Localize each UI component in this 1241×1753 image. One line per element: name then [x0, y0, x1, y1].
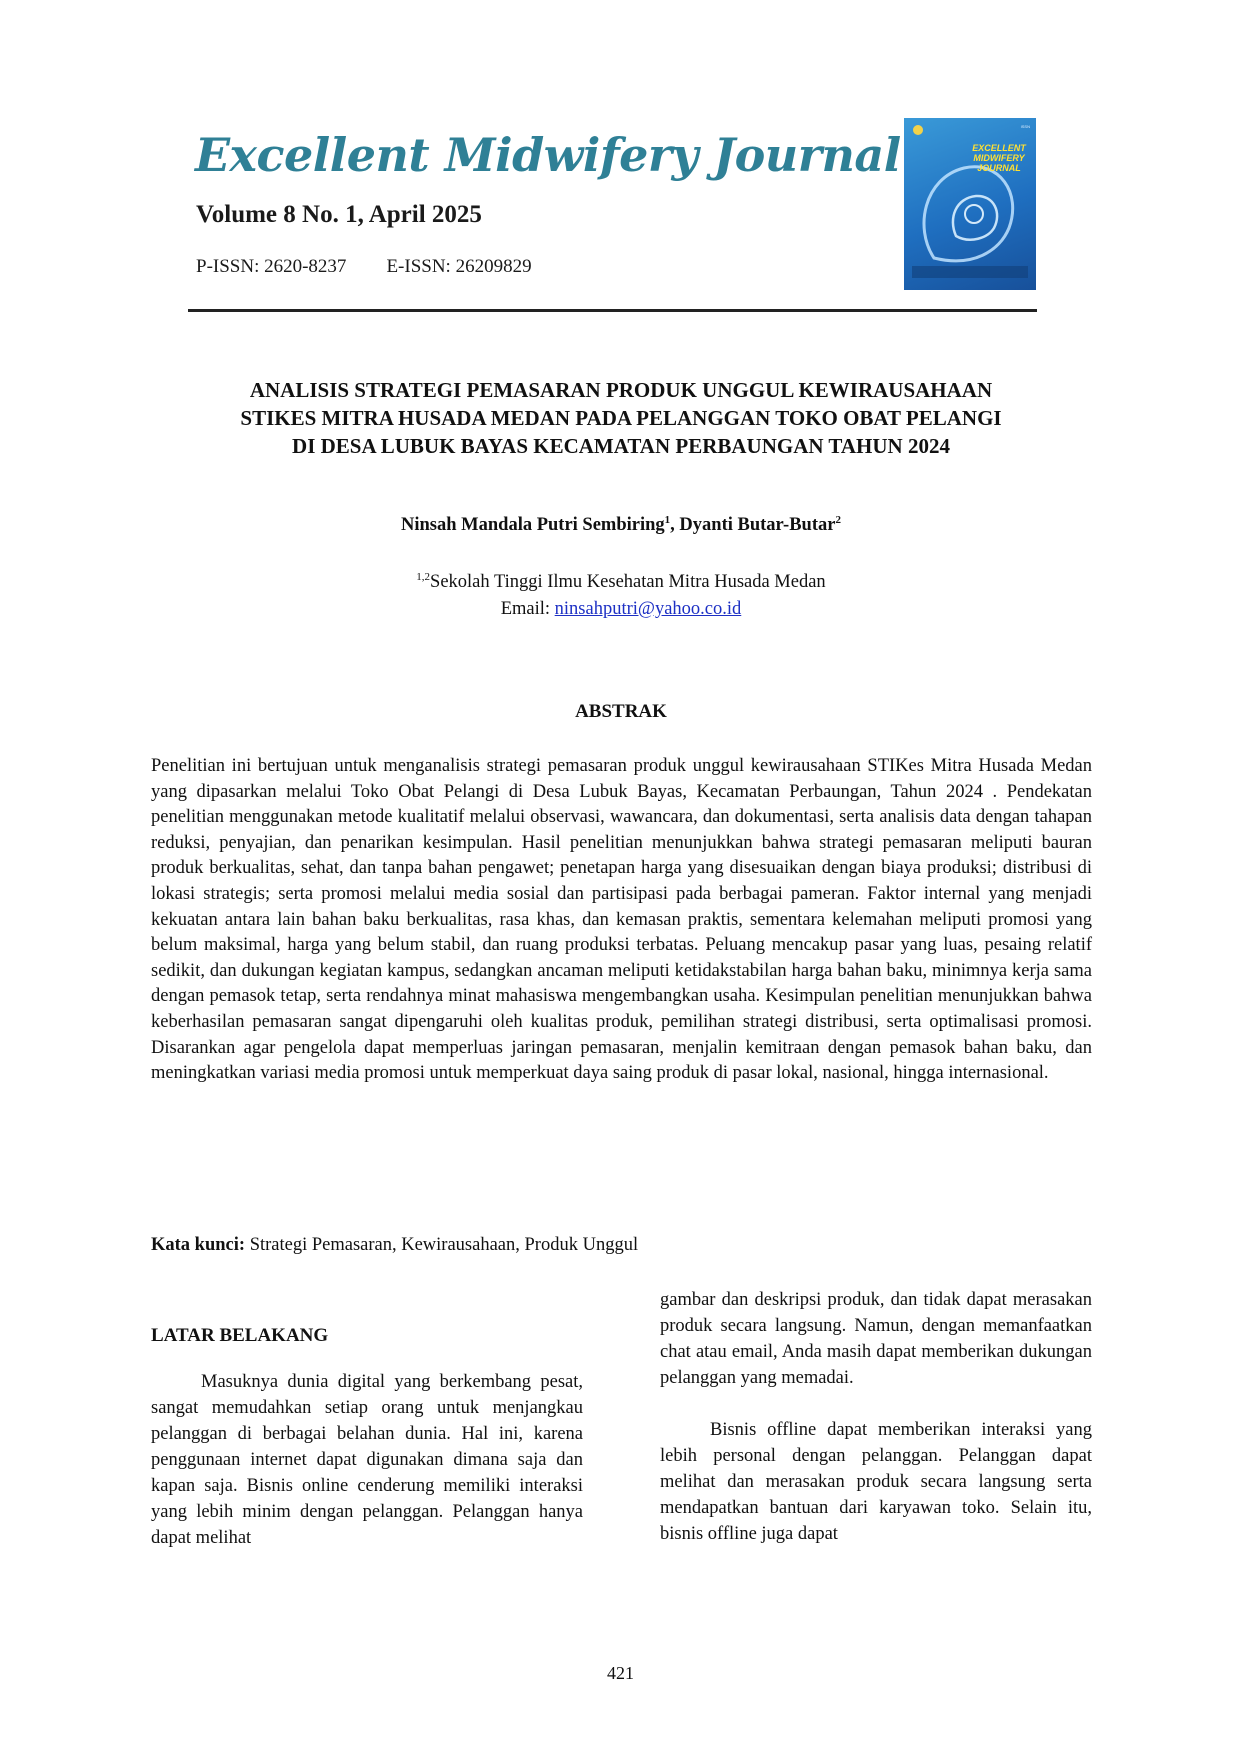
paper-title-line: DI DESA LUBUK BAYAS KECAMATAN PERBAUNGAN TAHUN 2024 [292, 434, 950, 458]
journal-cover-image [904, 118, 1036, 290]
e-issn: E-ISSN: 26209829 [386, 256, 532, 277]
paper-title-line: STIKES MITRA HUSADA MEDAN PADA PELANGGAN TOKO OBAT PELANGI [240, 406, 1002, 430]
journal-title: Excellent Midwifery Journal [195, 128, 901, 182]
body-paragraph: gambar dan deskripsi produk, dan tidak dapat merasakan produk secara langsung. Namun, dengan memanfaatkan chat atau email, Anda masih dapat memberikan dukungan pelanggan yang memadai. [660, 1290, 1092, 1388]
masthead-divider [188, 309, 1037, 312]
author-separator: , [670, 515, 680, 535]
author-name: Dyanti Butar-Butar [679, 515, 836, 535]
body-paragraph: Masuknya dunia digital yang berkembang pesat, sangat memudahkan setiap orang untuk menjangkau pelanggan di berbagai belahan dunia. Hal ini, karena penggunaan internet dapat digunakan dimana saja dan kapan saja. Bisnis online cenderung memiliki interaksi yang lebih minim dengan pelanggan. Pelanggan hanya dapat melihat [151, 1372, 583, 1548]
cover-issn-mark: ISSN [1020, 124, 1030, 129]
author-affiliation-marker: 2 [835, 514, 841, 526]
affiliation-block [140, 569, 1102, 623]
body-column-left [151, 1325, 583, 1551]
keywords [151, 1235, 1092, 1256]
keywords-list: Strategi Pemasaran, Kewirausahaan, Produk Unggul [245, 1235, 639, 1255]
page-number: 421 [607, 1663, 634, 1683]
affiliation-name: Sekolah Tinggi Ilmu Kesehatan Mitra Husada Medan [430, 572, 826, 592]
paper-title-line: ANALISIS STRATEGI PEMASARAN PRODUK UNGGUL KEWIRAUSAHAAN [249, 378, 993, 402]
email-line [140, 596, 1102, 623]
affiliation [140, 569, 1102, 596]
abstract-heading: ABSTRAK [575, 701, 667, 722]
email-label: Email: [500, 599, 555, 619]
abstract-body: Penelitian ini bertujuan untuk menganalisis strategi pemasaran produk unggul kewirausahaan STIKes Mitra Husada Medan yang dipasarkan melalui Toko Obat Pelangi di Desa Lubuk Bayas, Kecamatan Perbaungan, Tahun 2024 . Pendekatan penelitian menggunakan metode kualitatif melalui observasi, wawancara, dan dokumentasi, serta analisis data dengan tahapan reduksi, penyajian, dan penarikan kesimpulan. Hasil penelitian menunjukkan bahwa strategi pemasaran meliputi bauran produk berkualitas, sehat, dan tanpa bahan pengawet; penetapan harga yang disesuaikan dengan biaya produksi; distribusi di lokasi strategis; serta promosi melalui media sosial dan partisipasi pada berbagai pameran. Faktor internal yang menjadi kekuatan antara lain bahan baku berkualitas, rasa khas, dan kemasan praktis, sementara kelemahan meliputi promosi yang belum maksimal, harga yang belum stabil, dan ruang produksi terbatas. Peluang mencakup pasar yang luas, pesaing relatif sedikit, dan dukungan kegiatan kampus, sedangkan ancaman meliputi ketidakstabilan harga bahan baku, minimnya kerja sama dengan pemasok tetap, serta rendahnya minat mahasiswa mengembangkan usaha. Kesimpulan penelitian menunjukkan bahwa keberhasilan pemasaran sangat dipengaruhi oleh kualitas produk, pemilihan strategi distribusi, serta optimalisasi promosi. Disarankan agar pengelola dapat memperluas jaringan pemasaran, menjalin kemitraan dengan pemasok bahan baku, dan meningkatkan variasi media promosi untuk memperkuat daya saing produk di pasar lokal, nasional, hingga internasional. [151, 756, 1092, 1084]
keywords-label: Kata kunci: [151, 1235, 246, 1255]
author-name: Ninsah Mandala Putri Sembiring [401, 515, 665, 535]
author-affiliation-marker: 1 [664, 514, 671, 526]
p-issn: P-ISSN: 2620-8237 [196, 256, 347, 277]
paper-title [140, 376, 1102, 460]
author-list [140, 515, 1102, 536]
cover-title: EXCELLENT MIDWIFERY JOURNAL [972, 143, 1026, 173]
affiliation-marker: 1,2 [416, 571, 431, 583]
email-link[interactable]: ninsahputri@yahoo.co.id [554, 599, 742, 619]
body-column-right [660, 1287, 1092, 1547]
section-heading: LATAR BELAKANG [151, 1325, 329, 1346]
journal-volume: Volume 8 No. 1, April 2025 [196, 201, 482, 228]
body-paragraph: Bisnis offline dapat memberikan interaksi yang lebih personal dengan pelanggan. Pelanggan dapat melihat dan merasakan produk secara langsung serta mendapatkan bantuan dari karyawan toko. Selain itu, bisnis offline juga dapat [660, 1420, 1092, 1544]
issn-row [196, 256, 532, 278]
